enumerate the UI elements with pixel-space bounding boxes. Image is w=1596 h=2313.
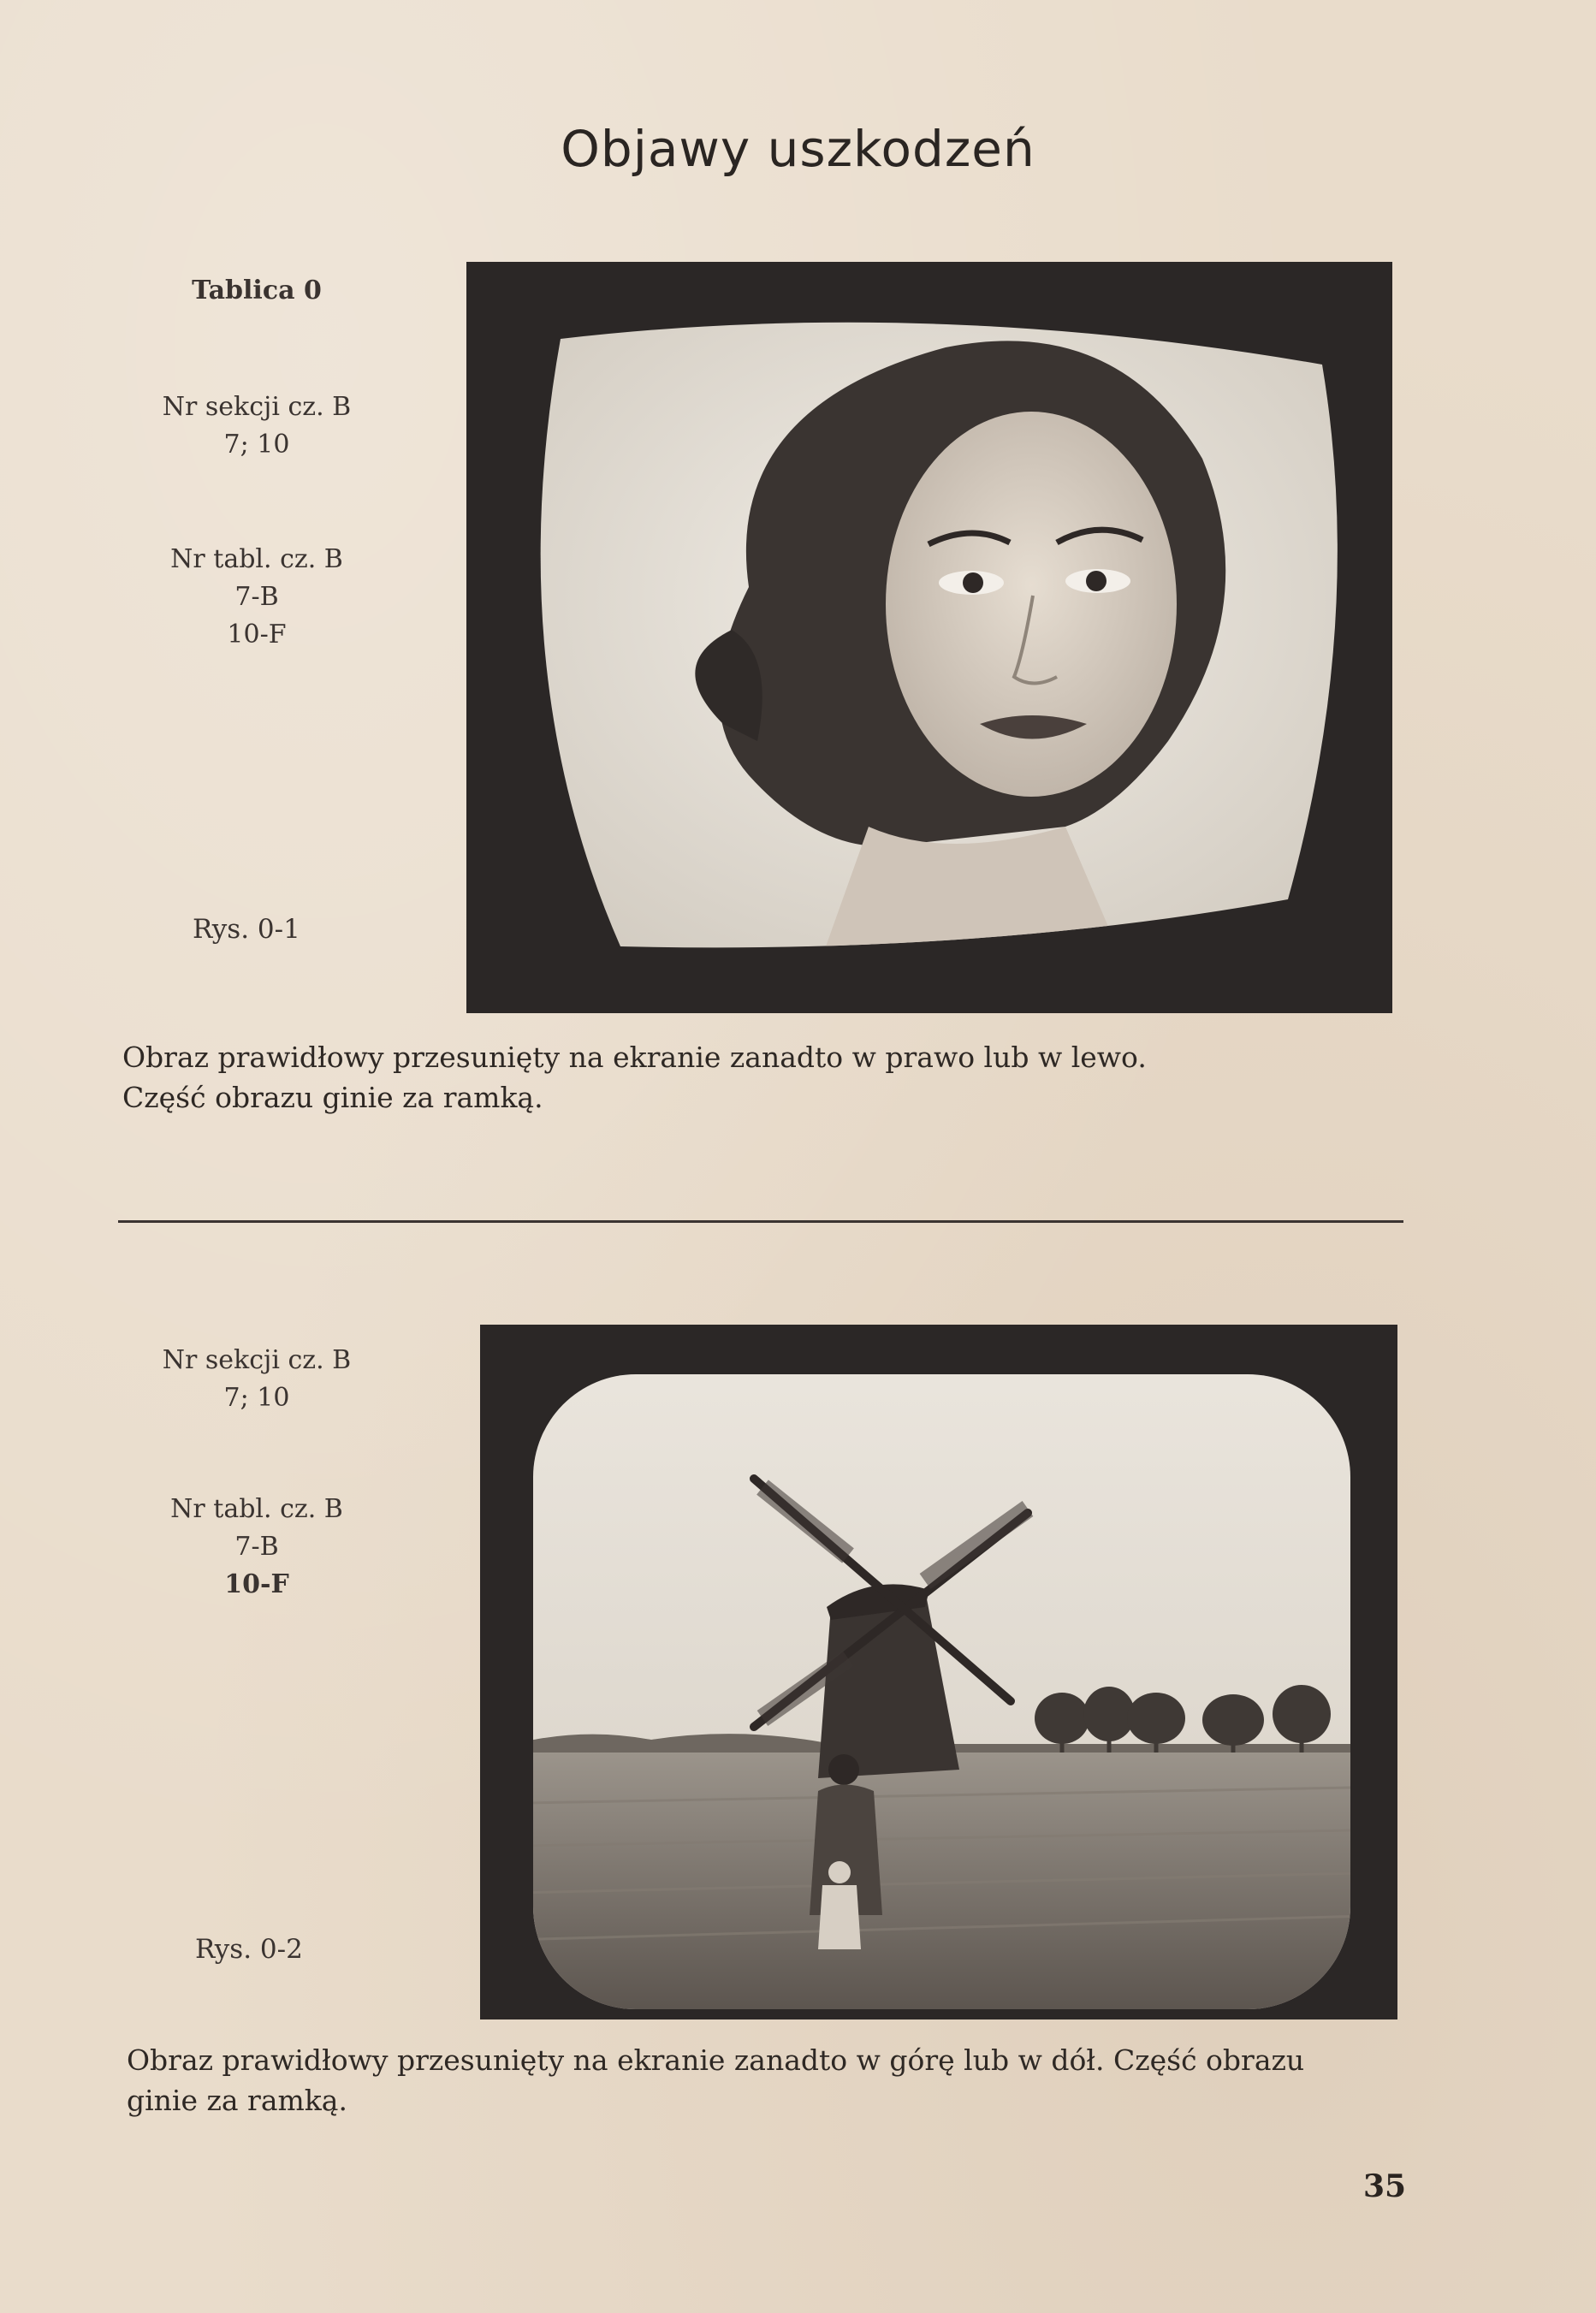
woman-portrait-icon [466,262,1392,1013]
figure1-table-ref-info [120,541,394,654]
figure2-table-ref-info [120,1491,394,1604]
page-number: 35 [1363,2168,1407,2204]
section-value: 7; 10 [223,1383,290,1413]
table-label: Tablica 0 [192,276,322,305]
table-ref-1: 7-B [234,1532,279,1562]
table-ref-2: 10-F [227,620,287,649]
figure2-section-info [120,1342,394,1417]
section-value: 7; 10 [223,430,290,460]
figure1-tv-image [466,262,1392,1013]
figure1-label: Rys. 0-1 [193,914,300,945]
figure1-section-info [120,388,394,464]
page-title: Objawy uszkodzeń [561,120,1035,178]
table-ref-label: Nr tabl. cz. B [170,1494,343,1524]
figure2-description [127,2040,1462,2120]
description-line-1: Obraz prawidłowy przesunięty na ekranie zanadto w prawo lub w lewo. [122,1041,1147,1074]
figure2-tv-image [480,1325,1397,2019]
section-label: Nr sekcji cz. B [162,1345,352,1375]
table-ref-1: 7-B [234,582,279,612]
table-ref-2: 10-F [224,1569,289,1599]
figure2-label: Rys. 0-2 [195,1934,303,1965]
table-ref-label: Nr tabl. cz. B [170,544,343,574]
section-divider [118,1220,1403,1223]
windmill-landscape-icon [480,1325,1397,2019]
figure1-side-labels [120,272,394,310]
description-line-2: Część obrazu ginie za ramką. [122,1081,543,1114]
description-line-2: ginie za ramką. [127,2084,347,2117]
section-label: Nr sekcji cz. B [162,392,352,422]
figure1-description [122,1037,1457,1118]
description-line-1: Obraz prawidłowy przesunięty na ekranie zanadto w górę lub w dół. Część obrazu [127,2043,1305,2077]
